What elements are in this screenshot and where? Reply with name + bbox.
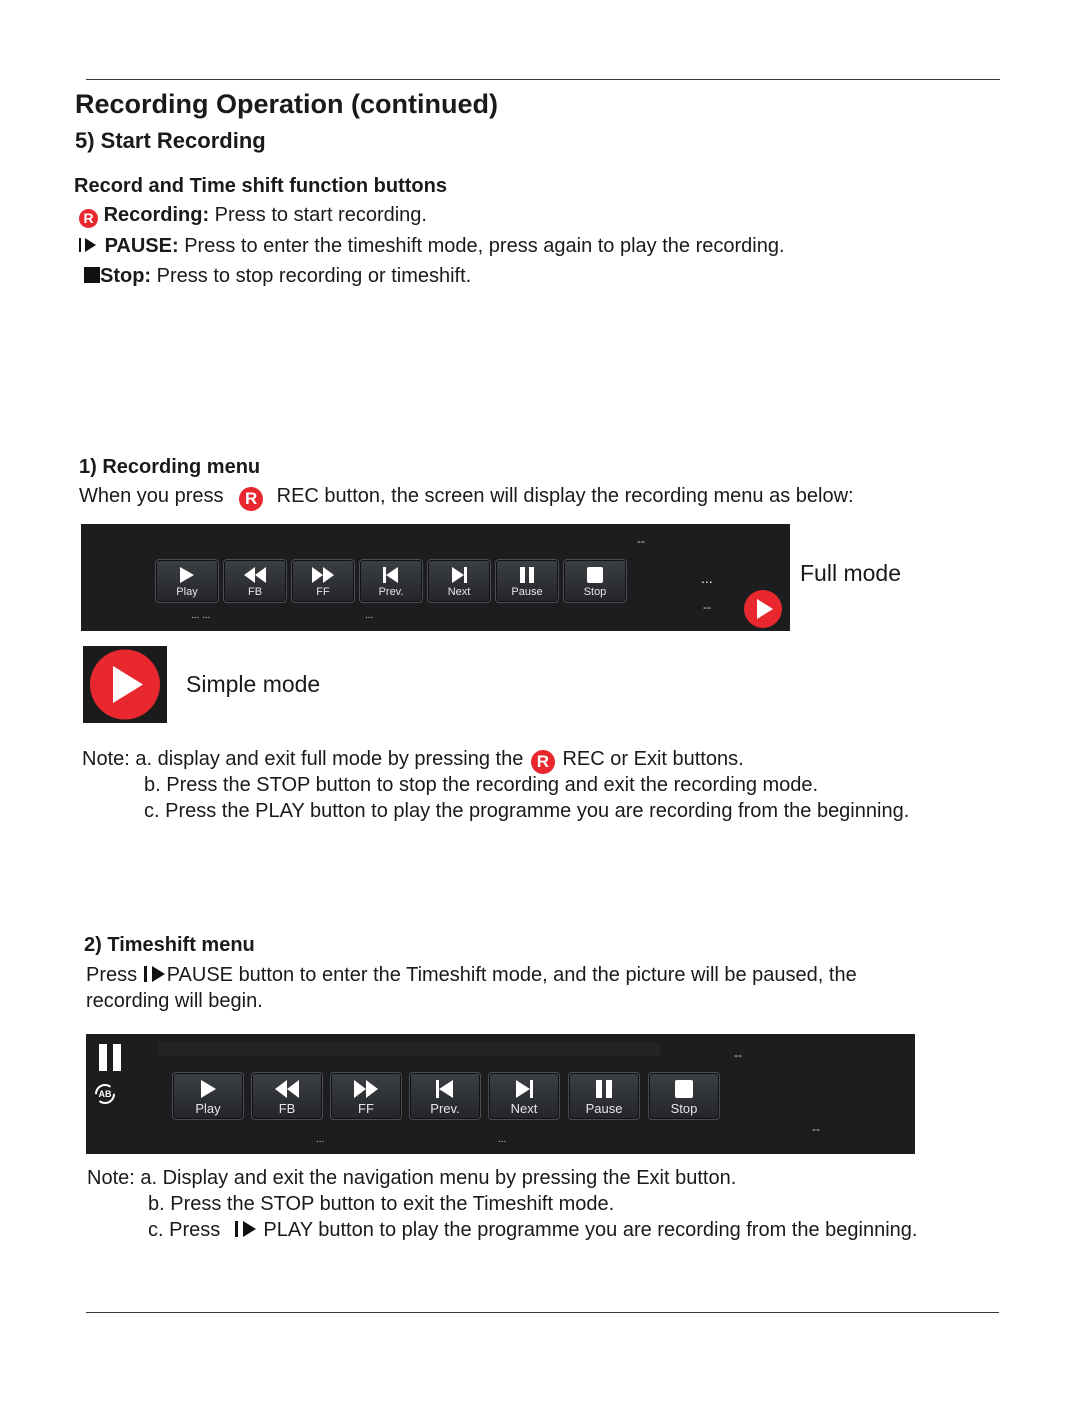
stop-desc: Press to stop recording or timeshift. <box>151 265 472 287</box>
note-a-recording <box>82 748 744 774</box>
recording-desc: Press to start recording. <box>209 204 427 226</box>
ts-fb-label: FB <box>278 1101 296 1116</box>
stop-label: Stop <box>583 586 607 598</box>
fast-backward-button[interactable] <box>223 559 287 603</box>
top-divider <box>86 79 1000 80</box>
stop-icon <box>673 1079 695 1099</box>
ts-previous-button[interactable] <box>409 1072 481 1120</box>
ts-pause-button[interactable] <box>568 1072 640 1120</box>
pause-key: PAUSE: <box>104 235 179 257</box>
note-c-recording: c. Press the PLAY button to play the programme you are recording from the beginning. <box>144 800 910 822</box>
ts-next-button[interactable] <box>488 1072 560 1120</box>
ff-label: FF <box>316 586 330 598</box>
prev-label: Prev. <box>378 586 404 598</box>
ts-top-placeholder: -- <box>734 1048 742 1062</box>
pause-button[interactable] <box>495 559 559 603</box>
previous-icon <box>434 1079 456 1099</box>
stop-icon <box>585 566 605 584</box>
ts-play-label: Play <box>195 1101 221 1116</box>
fast-forward-button[interactable] <box>291 559 355 603</box>
pause-play-icon <box>79 237 99 253</box>
stop-line <box>84 265 471 288</box>
pause-play-icon <box>143 965 167 983</box>
fast-backward-icon <box>243 566 267 584</box>
ts-bottom-mid-placeholder: ... <box>498 1134 507 1145</box>
ts-bottom-left-placeholder: ... <box>316 1134 325 1145</box>
ts-next-label: Next <box>510 1101 538 1116</box>
note-a-before: Note: a. display and exit full mode by pressing the <box>82 748 524 770</box>
pause-icon <box>593 1079 615 1099</box>
note-a-after: REC or Exit buttons. <box>562 748 744 770</box>
record-r-icon: R <box>79 209 98 228</box>
play-icon <box>198 1079 218 1099</box>
play-icon <box>177 566 197 584</box>
bottom-divider <box>86 1312 999 1313</box>
pause-line <box>79 235 785 258</box>
ts-intro-before: Press <box>86 964 138 986</box>
note-r-icon: R <box>531 750 555 774</box>
timeshift-intro-line1 <box>86 964 857 987</box>
paused-icon <box>98 1044 124 1072</box>
next-icon <box>449 566 469 584</box>
right-placeholder: -- <box>703 600 711 614</box>
note-b-recording: b. Press the STOP button to stop the recording and exit the recording mode. <box>144 774 819 796</box>
note-c-timeshift <box>148 1219 917 1242</box>
intro-after: REC button, the screen will display the recording menu as below: <box>276 485 854 507</box>
next-button[interactable] <box>427 559 491 603</box>
mid-placeholder: ... <box>701 570 713 586</box>
bottom-mid-placeholder: ... <box>365 610 374 621</box>
simple-mode-label: Simple mode <box>186 671 321 697</box>
ts-fast-forward-button[interactable] <box>330 1072 402 1120</box>
full-mode-panel <box>81 524 790 631</box>
note-c-before: c. Press <box>148 1219 221 1241</box>
recording-menu-intro <box>79 485 854 511</box>
pause-desc: Press to enter the timeshift mode, press again to play the recording. <box>178 235 785 257</box>
ts-stop-button[interactable] <box>648 1072 720 1120</box>
next-icon <box>513 1079 535 1099</box>
fast-forward-icon <box>353 1079 379 1099</box>
play-button[interactable] <box>155 559 219 603</box>
simple-mode-box <box>83 646 167 723</box>
fb-label: FB <box>247 586 263 598</box>
ts-ff-label: FF <box>358 1101 374 1116</box>
fast-forward-icon <box>311 566 335 584</box>
ts-pause-label: Pause <box>585 1101 623 1116</box>
stop-square-icon <box>84 267 100 283</box>
ts-stop-label: Stop <box>670 1101 698 1116</box>
top-placeholder: -- <box>637 534 645 548</box>
pause-label: Pause <box>511 586 543 598</box>
stop-button[interactable] <box>563 559 627 603</box>
rec-r-icon: R <box>239 487 263 511</box>
ts-right-placeholder: -- <box>812 1122 820 1136</box>
note-b-timeshift: b. Press the STOP button to exit the Timeshift mode. <box>148 1193 615 1215</box>
recording-menu-heading: 1) Recording menu <box>79 456 261 478</box>
ab-label: AB <box>98 1089 112 1099</box>
functions-heading: Record and Time shift function buttons <box>74 175 447 197</box>
pause-icon <box>517 566 537 584</box>
play-label: Play <box>176 586 198 598</box>
recording-line <box>79 204 427 228</box>
intro-before: When you press <box>79 485 224 507</box>
ts-fast-backward-button[interactable] <box>251 1072 323 1120</box>
stop-key: Stop: <box>100 265 152 287</box>
ab-repeat-icon <box>93 1082 117 1106</box>
progress-track <box>158 1042 660 1056</box>
page-title: Recording Operation (continued) <box>75 89 498 119</box>
timeshift-menu-heading: 2) Timeshift menu <box>84 934 255 956</box>
ts-play-button[interactable] <box>172 1072 244 1120</box>
full-mode-label: Full mode <box>800 560 901 586</box>
bottom-left-placeholder: ... ... <box>191 610 211 621</box>
note-a-timeshift: Note: a. Display and exit the navigation menu by pressing the Exit button. <box>87 1167 737 1189</box>
simple-record-icon[interactable] <box>83 646 167 723</box>
section-title: 5) Start Recording <box>75 128 266 153</box>
note-c-after: PLAY button to play the programme you are recording from the beginning. <box>263 1219 918 1241</box>
ts-intro-after: PAUSE button to enter the Timeshift mode, and the picture will be paused, the <box>166 964 857 986</box>
pause-play-icon <box>234 1220 258 1238</box>
timeshift-panel <box>86 1034 915 1154</box>
previous-icon <box>381 566 401 584</box>
previous-button[interactable] <box>359 559 423 603</box>
ts-prev-label: Prev. <box>430 1101 460 1116</box>
recording-key: Recording: <box>103 204 210 226</box>
record-play-icon[interactable] <box>743 589 783 629</box>
next-label: Next <box>447 586 471 598</box>
timeshift-intro-line2: recording will begin. <box>86 990 263 1012</box>
fast-backward-icon <box>274 1079 300 1099</box>
